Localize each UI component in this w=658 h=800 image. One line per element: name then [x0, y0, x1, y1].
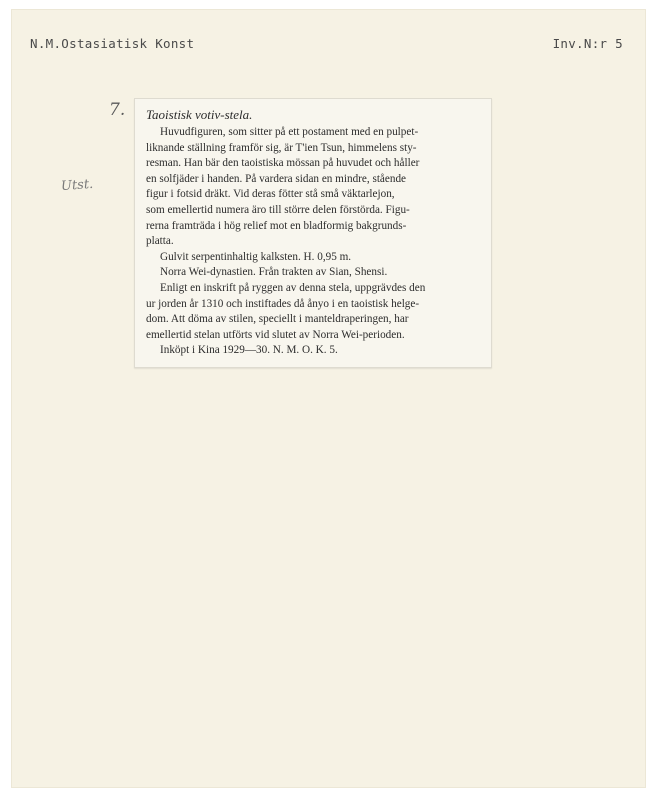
handwritten-annotation: Utst.: [60, 176, 94, 195]
collection-name: N.M.Ostasiatisk Konst: [30, 36, 195, 51]
printed-clipping: [134, 98, 492, 368]
clipping-line: ur jorden år 1310 och instiftades då ånyo i en taoistisk helge-: [146, 297, 420, 310]
clipping-line: som emellertid numera äro till större delen förstörda. Figu-: [146, 203, 410, 216]
clipping-line: Inköpt i Kina 1929—30. N. M. O. K. 5.: [160, 344, 338, 357]
clipping-line: Gulvit serpentinhaltig kalksten. H. 0,95 m.: [160, 250, 352, 263]
clipping-title: Taoistisk votiv-stela.: [146, 107, 253, 122]
clipping-line: platta.: [146, 235, 174, 248]
clipping-paragraph: [146, 250, 483, 266]
handwritten-catalog-number: 7.: [109, 100, 126, 120]
clipping-line: Huvudfiguren, som sitter på ett postament med en pulpet-: [160, 126, 419, 138]
clipping-line: rerna framträda i hög relief mot en bladformig bakgrunds-: [146, 219, 407, 232]
clipping-paragraph: [146, 343, 483, 359]
clipping-line: dom. Att döma av stilen, speciellt i manteldraperingen, har: [146, 313, 409, 326]
clipping-paragraph: [146, 125, 483, 250]
inventory-number: Inv.N:r 5: [552, 36, 623, 51]
clipping-paragraph: [146, 265, 483, 281]
clipping-line: Enligt en inskrift på ryggen av denna stela, uppgrävdes den: [160, 281, 426, 294]
clipping-line: figur i fotsid dräkt. Vid deras fötter stå små väktarlejon,: [146, 188, 395, 201]
clipping-paragraph: [146, 281, 483, 343]
clipping-body: [146, 125, 483, 359]
clipping-line: liknande ställning framför sig, är T'ien Tsun, himmelens sty-: [146, 141, 417, 154]
clipping-line: emellertid stelan utförts vid slutet av Norra Wei-perioden.: [146, 328, 405, 341]
clipping-line: en solfjäder i handen. På vardera sidan en mindre, stående: [146, 172, 407, 185]
clipping-line: Norra Wei-dynastien. Från trakten av Sian, Shensi.: [160, 266, 388, 279]
clipping-line: resman. Han bär den taoistiska mössan på huvudet och håller: [146, 157, 420, 170]
